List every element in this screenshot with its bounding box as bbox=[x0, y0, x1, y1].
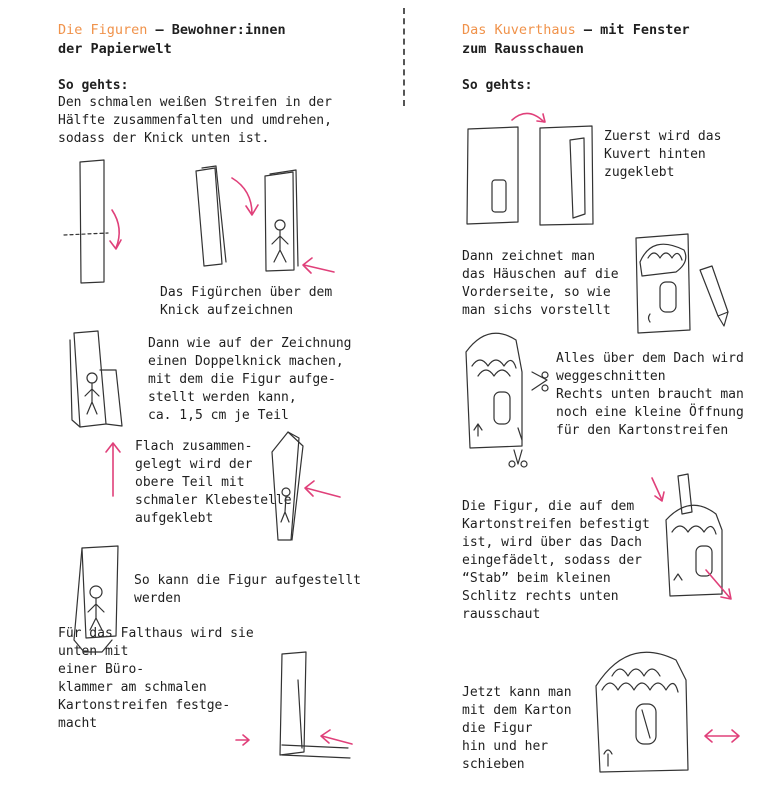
glued-strip-sketch bbox=[272, 432, 303, 540]
left-title-rest: – Bewohner:innen bbox=[147, 22, 286, 38]
right-step1: Zuerst wird das Kuvert hinten zugeklebt bbox=[604, 129, 722, 180]
double-fold-figure-sketch bbox=[70, 331, 122, 427]
left-step5: Für das Falthaus wird sie unten mit einer Büro- klammer am schmalen Kartonstreifen festge- macht bbox=[58, 626, 254, 731]
standing-figure-sketch bbox=[74, 546, 118, 652]
right-step2: Dann zeichnet man das Häuschen auf die Vorderseite, so wie man sichs vorstellt bbox=[462, 249, 619, 318]
pencil-icon bbox=[700, 266, 728, 326]
arrow-both-ways-icon bbox=[705, 730, 739, 742]
right-step4: Die Figur, die auf dem Kartonstreifen befestigt ist, wird über das Dach eingefädelt, sodass der “Stab” beim kleinen Schlitz rechts unten rausschaut bbox=[462, 499, 650, 622]
envelope-back-sketch bbox=[467, 127, 518, 224]
right-title-rest: – mit Fenster bbox=[575, 22, 690, 38]
cut-house-sketch bbox=[466, 333, 522, 448]
left-subtitle: So gehts: bbox=[58, 78, 129, 93]
folded-strip-sketch bbox=[196, 166, 226, 266]
right-step5: Jetzt kann man mit dem Karton die Figur hin und her schieben bbox=[462, 685, 572, 772]
envelope-front-sketch bbox=[540, 126, 593, 225]
arrow-right-small-icon bbox=[236, 735, 249, 745]
left-step4: So kann die Figur aufgestellt werden bbox=[134, 573, 361, 606]
scissors-icon bbox=[509, 372, 548, 467]
left-step1: Das Figürchen über dem Knick aufzeichnen bbox=[160, 285, 333, 318]
left-step3: Flach zusammen- gelegt wird der obere Teil mit schmaler Klebestelle aufgeklebt bbox=[135, 439, 292, 526]
flip-arrow-icon bbox=[512, 113, 545, 122]
house-drawing-sketch bbox=[636, 234, 690, 333]
right-title-line2: zum Rausschauen bbox=[462, 41, 584, 57]
left-title-line2: der Papierwelt bbox=[58, 41, 172, 57]
arrow-left-small-icon bbox=[321, 730, 352, 744]
final-house-sketch bbox=[596, 652, 688, 772]
paper-clip-figure-sketch bbox=[280, 652, 350, 758]
right-title-highlight: Das Kuverthaus bbox=[462, 22, 576, 38]
right-step3: Alles über dem Dach wird weggeschnitten Rechts unten braucht man noch eine kleine Öffnung für den Kartonstreifen bbox=[556, 351, 744, 438]
turn-arrow-icon bbox=[232, 178, 258, 215]
left-step2: Dann wie auf der Zeichnung einen Doppelknick machen, mit dem die Figur aufge- stellt werden kann, ca. 1,5 cm je Teil bbox=[148, 336, 352, 423]
arrow-in-icon bbox=[305, 481, 340, 497]
arrow-left-icon bbox=[303, 258, 334, 273]
arrow-down-icon bbox=[652, 478, 664, 501]
left-intro: Den schmalen weißen Streifen in der Hälfte zusammenfalten und umdrehen, sodass der Knick unten ist. bbox=[58, 95, 332, 146]
left-title-highlight: Die Figuren bbox=[58, 22, 148, 38]
paper-strip-sketch bbox=[64, 160, 108, 283]
fold-arrow-icon bbox=[110, 210, 121, 249]
arrow-up-icon bbox=[106, 443, 120, 496]
strip-with-figure-sketch bbox=[265, 170, 298, 271]
right-subtitle: So gehts: bbox=[462, 78, 533, 93]
